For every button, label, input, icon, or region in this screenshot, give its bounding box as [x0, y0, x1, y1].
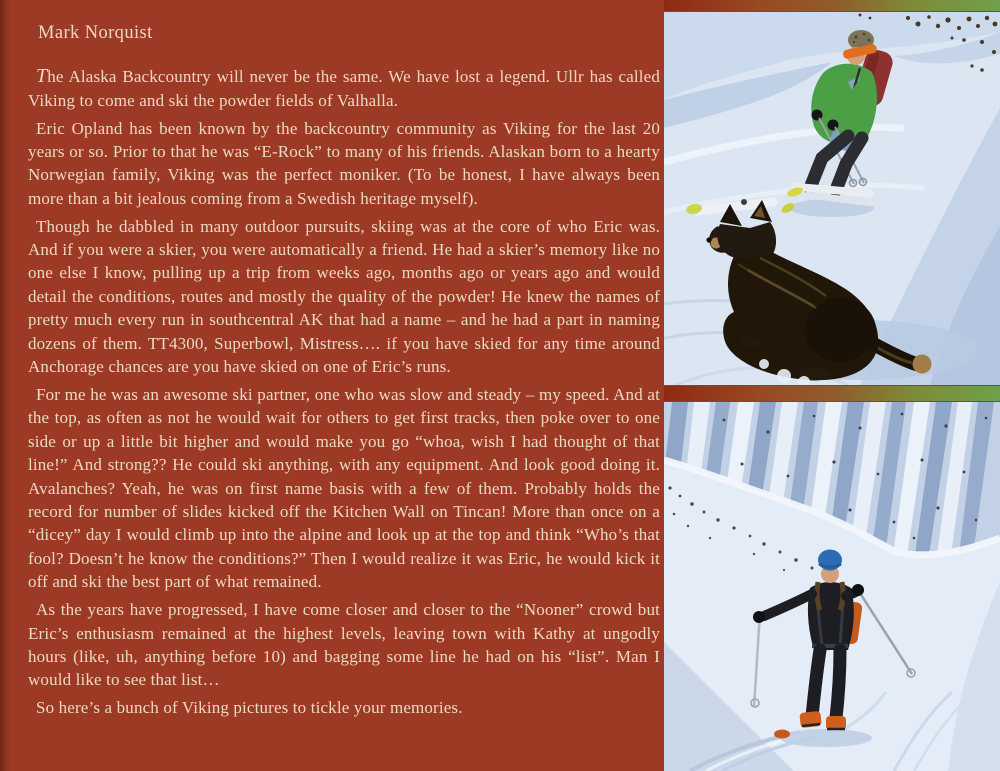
- paragraph-moniker: Eric Opland has been known by the backcountry community as Viking for the last 20 years or so. Prior to that he was “E-Rock” to many of his friends. Alaskan born to a hearty Norwegian family, Viking was the perfect moniker. (To be honest, I have always been more than a bit jealous coming from a Swedish heritage myself).: [28, 118, 660, 208]
- paragraph-nooner: As the years have progressed, I have come closer and closer to the “Nooner” crowd but Eric’s enthusiasm remained at the highest levels, leaving town with Kathy at ungodly hours (like, uh, anything before 10) and bagging some line he had on his “list”. Man I would like to see that list…: [28, 600, 660, 690]
- byline: Mark Norquist: [38, 23, 153, 43]
- paragraph-intro: The Alaska Backcountry will never be the same. We have lost a legend. Ullr has called Viking to come and ski the powder fields of Valhalla.: [28, 65, 660, 110]
- skier-with-dog-illustration: [664, 12, 1000, 385]
- gradient-accent-bar-top: [664, 0, 1000, 11]
- article-column: [28, 22, 660, 724]
- gradient-accent-bar-middle: [664, 386, 1000, 401]
- photo-skier-with-dog: [664, 12, 1000, 385]
- page-gutter-shadow: [0, 0, 10, 771]
- photo-skier-skinning: [664, 402, 1000, 771]
- paragraph-skiing: Though he dabbled in many outdoor pursuits, skiing was at the core of who Eric was. And if you were a skier, you were automatically a friend. He had a skier’s memory like no one else I know, pulling up a trip from weeks ago, months ago or years ago and would detail the conditions, routes and mostly the quality of the powder! He knew the names of pretty much every run in southcentral AK that had a name – and he had a part in naming dozens of them. TT4300, Superbowl, Mistress…. if you have skied for any time around Anchorage chances are you have skied on one of Eric’s runs.: [28, 216, 660, 377]
- paragraph-closing: So here’s a bunch of Viking pictures to tickle your memories.: [36, 698, 463, 718]
- skier-skinning-illustration: [664, 402, 1000, 771]
- paragraph-partner: For me he was an awesome ski partner, one who was slow and steady – my speed. And at the top, as often as not he would wait for others to get first tracks, then poke over to one side or up a little bit higher and would make you go “whoa, wish I had thought of that line!” And strong?? He could ski anything, with any equipment. And look good doing it. Avalanches? Yeah, he was on first name basis with a few of them. Probably holds the record for number of slides kicked off the Kitchen Wall on Tincan! More than once on a “dicey” day I would climb up into the alpine and look up at the top and think “Who’s that fool? Doesn’t he know the conditions?” Then I would realize it was Eric, he would kick it off and ski the best part of what remained.: [28, 384, 660, 592]
